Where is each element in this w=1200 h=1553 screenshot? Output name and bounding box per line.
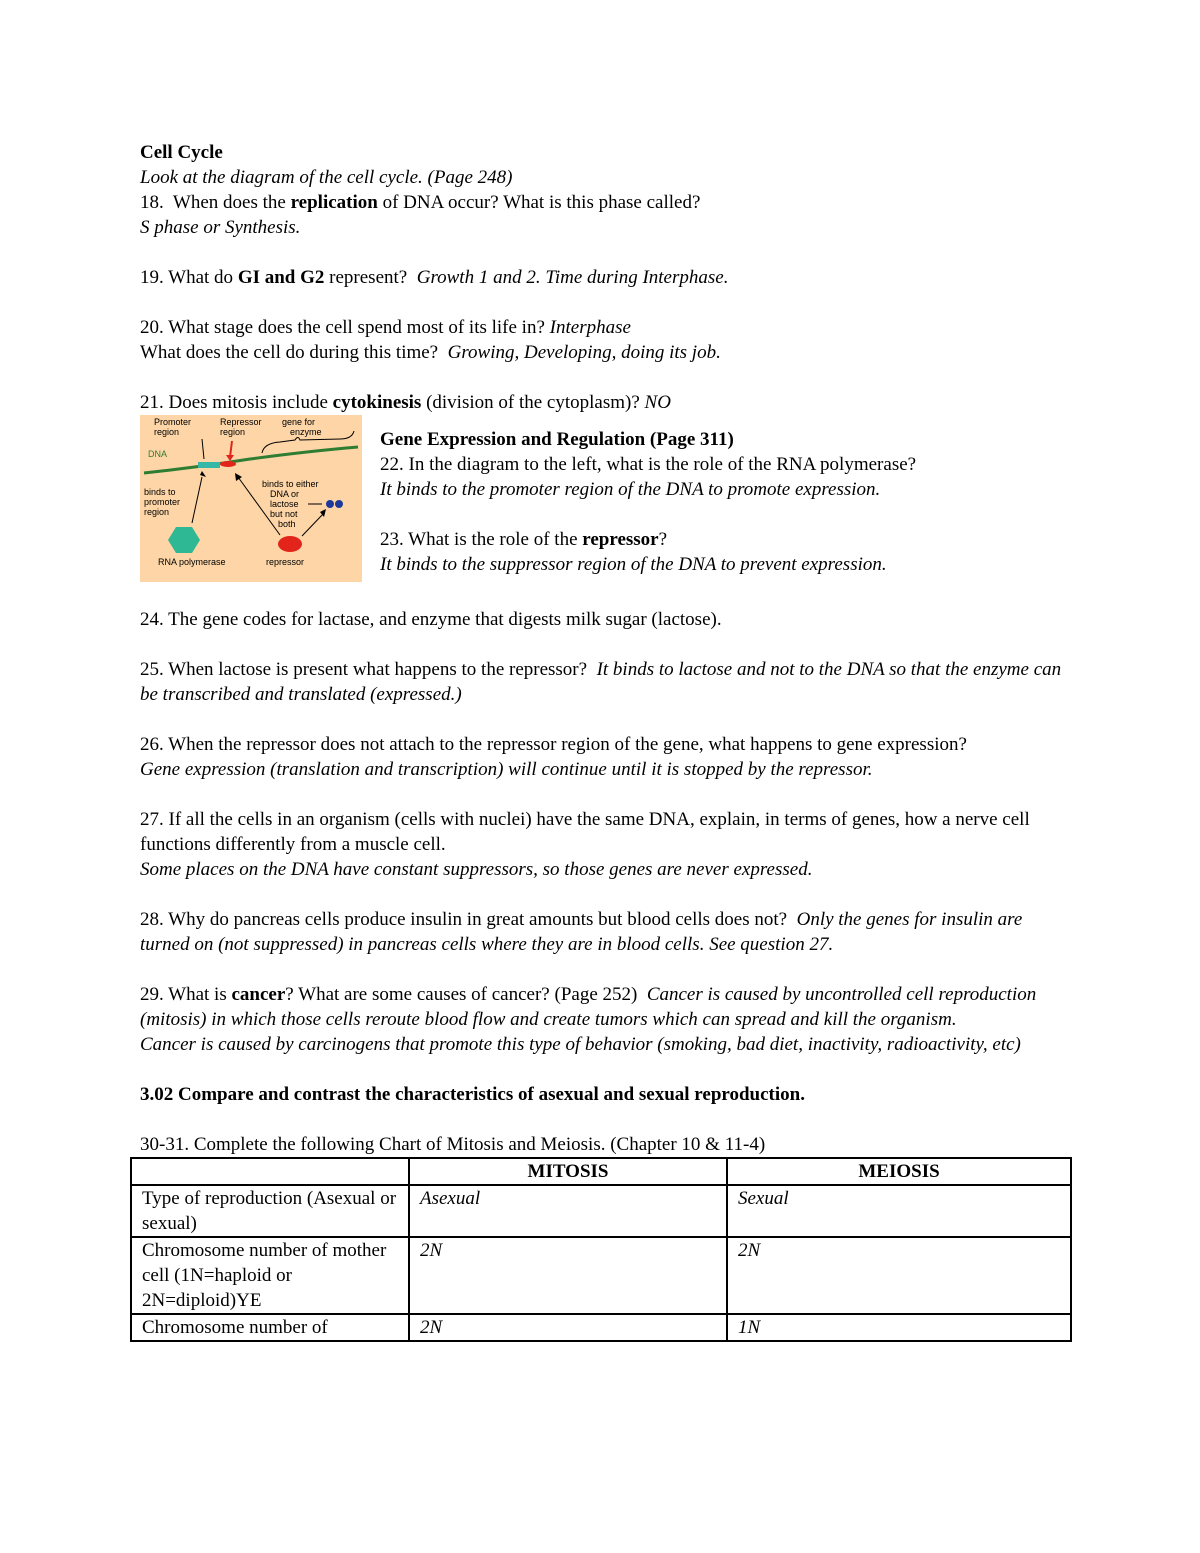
label-promoter: Promoter	[154, 417, 192, 427]
question-26: 26. When the repressor does not attach to the repressor region of the gene, what happens to gene expression?	[140, 734, 967, 755]
document-page	[140, 140, 1070, 1342]
question-24: 24. The gene codes for lactase, and enzyme that digests milk sugar (lactose).	[140, 609, 722, 630]
mitosis-cell: Asexual	[409, 1185, 727, 1237]
meiosis-cell: 1N	[727, 1314, 1071, 1341]
table-row	[131, 1237, 1071, 1314]
question-27: 27. If all the cells in an organism (cells with nuclei) have the same DNA, explain, in terms of genes, how a nerve cell functions differently from a muscle cell.	[140, 809, 1030, 855]
mitosis-cell: 2N	[409, 1314, 727, 1341]
table-row	[131, 1185, 1071, 1237]
question-28: 28. Why do pancreas cells produce insulin in great amounts but blood cells does not? Only the genes for insulin are turned on (not suppressed) in pancreas cells where they are in blood cells. See question 27.	[140, 909, 1023, 955]
question-25: 25. When lactose is present what happens to the repressor? It binds to lactose and not to the DNA so that the enzyme can be transcribed and translated (expressed.)	[140, 659, 1062, 705]
label-promoter-2: promoter	[144, 497, 181, 507]
label-region-3: region	[144, 507, 170, 517]
meiosis-cell: Sexual	[727, 1185, 1071, 1237]
label-enzyme: enzyme	[290, 427, 322, 437]
dna-strand	[144, 447, 358, 473]
label-binds-lactose: lactose	[270, 499, 299, 509]
table-header-meiosis: MEIOSIS	[727, 1158, 1071, 1185]
answer-26: Gene expression (translation and transcription) will continue until it is stopped by the repressor.	[140, 759, 873, 780]
answer-27: Some places on the DNA have constant suppressors, so those genes are never expressed.	[140, 859, 813, 880]
label-binds-either: binds to either	[262, 479, 319, 489]
label-repressor: repressor	[266, 557, 305, 567]
lactose-dot-1	[326, 500, 334, 508]
label-dna: DNA	[148, 449, 168, 459]
gene-regulation-row	[140, 415, 1070, 582]
answer-18: S phase or Synthesis.	[140, 217, 301, 238]
mitosis-cell: 2N	[409, 1237, 727, 1314]
answer-29a: Cancer is caused by uncontrolled cell reproduction (mitosis) in which those cells reroute blood flow and create tumors which can spread and kill the organism.	[140, 984, 1037, 1030]
answer-20a: Interphase	[549, 317, 631, 338]
label-not-both: but not	[270, 509, 298, 519]
gene-regulation-diagram	[140, 415, 362, 582]
label-region-2: region	[220, 427, 246, 437]
meiosis-cell: 2N	[727, 1237, 1071, 1314]
label-binds-dna: DNA or	[270, 489, 300, 499]
gene-expression-block	[380, 415, 916, 577]
table-header-mitosis: MITOSIS	[409, 1158, 727, 1185]
question-22: 22. In the diagram to the left, what is the role of the RNA polymerase?	[380, 454, 917, 475]
answer-21: NO	[644, 392, 671, 413]
cell-cycle-intro: Look at the diagram of the cell cycle. (Page 248)	[140, 167, 513, 188]
lactose-dot-2	[335, 500, 343, 508]
label-gene-for: gene for	[282, 417, 316, 427]
row-label: Type of reproduction (Asexual or sexual)	[131, 1185, 409, 1237]
answer-23: It binds to the suppressor region of the DNA to prevent expression.	[380, 554, 887, 575]
question-19: 19. What do GI and G2 represent? Growth 1 and 2. Time during Interphase.	[140, 267, 729, 288]
question-18: 18. When does the replication of DNA occur? What is this phase called?	[140, 192, 701, 213]
row-label: Chromosome number of mother cell (1N=haploid or 2N=diploid)YE	[131, 1237, 409, 1314]
table-header-row	[131, 1158, 1071, 1185]
question-20a: 20. What stage does the cell spend most of its life in? Interphase	[140, 317, 631, 338]
label-both: both	[278, 519, 296, 529]
promoter-segment	[198, 462, 220, 468]
gene-expression-heading: Gene Expression and Regulation (Page 311)	[380, 429, 734, 450]
label-repressor-region: Repressor	[220, 417, 262, 427]
repressor-segment	[220, 461, 236, 467]
label-binds-to: binds to	[144, 487, 176, 497]
question-23: 23. What is the role of the repressor?	[380, 529, 668, 550]
answer-20b: Growing, Developing, doing its job.	[447, 342, 721, 363]
label-region-1: region	[154, 427, 180, 437]
row-label: Chromosome number of	[131, 1314, 409, 1341]
question-30-31: 30-31. Complete the following Chart of Mitosis and Meiosis. (Chapter 10 & 11-4)	[140, 1134, 766, 1155]
repressor-shape	[278, 536, 302, 552]
answer-28: Only the genes for insulin are turned on (not suppressed) in pancreas cells where they are in blood cells. See question 27.	[140, 909, 1023, 955]
question-21: 21. Does mitosis include cytokinesis (division of the cytoplasm)? NO	[140, 392, 671, 413]
table-header-blank	[131, 1158, 409, 1185]
table-row	[131, 1314, 1071, 1341]
label-rna-polymerase: RNA polymerase	[158, 557, 226, 567]
answer-29b: Cancer is caused by carcinogens that promote this type of behavior (smoking, bad diet, inactivity, radioactivity, etc)	[140, 1034, 1021, 1055]
rna-polymerase-shape	[168, 527, 200, 553]
answer-22: It binds to the promoter region of the DNA to promote expression.	[380, 479, 881, 500]
cell-cycle-heading: Cell Cycle	[140, 142, 223, 163]
answer-25: It binds to lactose and not to the DNA so that the enzyme can be transcribed and translated (expressed.)	[140, 659, 1062, 705]
question-20b: What does the cell do during this time? Growing, Developing, doing its job.	[140, 342, 721, 363]
question-29: 29. What is cancer? What are some causes of cancer? (Page 252) Cancer is caused by uncontrolled cell reproduction (mitosis) in which those cells reroute blood flow and create tumors which can spread and kill the organism.	[140, 984, 1037, 1030]
section-302-heading: 3.02 Compare and contrast the characteristics of asexual and sexual reproduction.	[140, 1084, 805, 1105]
answer-19: Growth 1 and 2. Time during Interphase.	[416, 267, 729, 288]
mitosis-meiosis-table	[130, 1157, 1072, 1342]
